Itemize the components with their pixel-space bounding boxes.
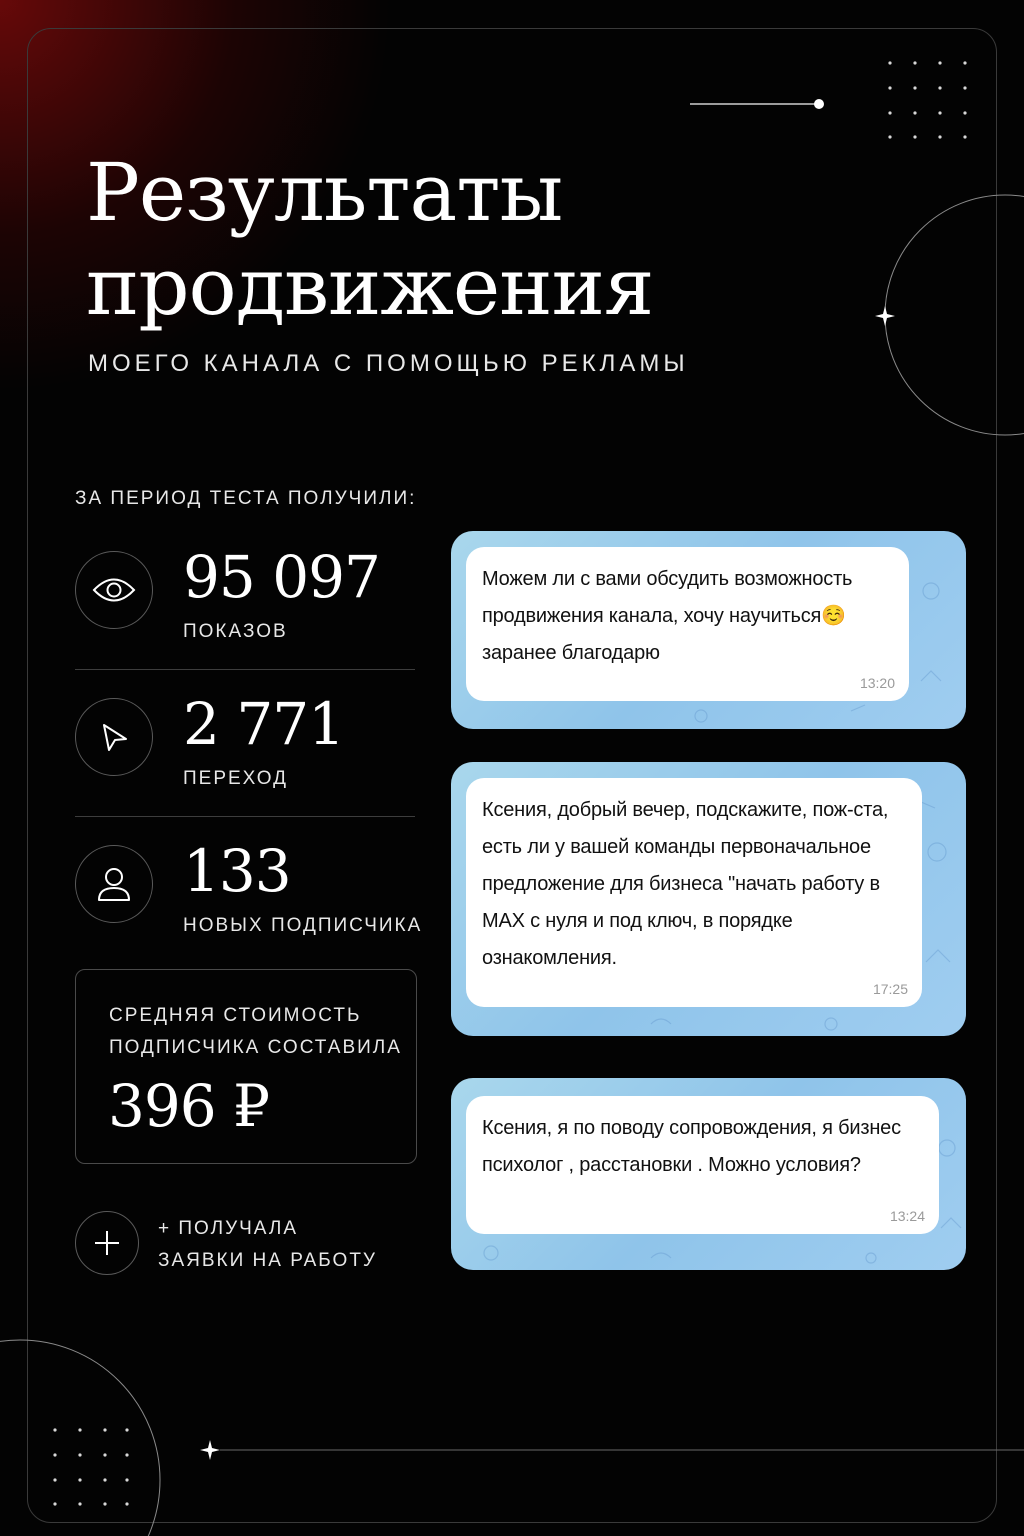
eye-icon bbox=[75, 551, 153, 629]
decorative-line-bottom bbox=[196, 1436, 1024, 1466]
arc-circle-right bbox=[860, 180, 1024, 450]
title-line-2: продвижения bbox=[86, 240, 654, 333]
message-text: Ксения, добрый вечер, подскажите, пож-ста, есть ли у вашей команды первоначальное предложение для бизнеса "начать работу в MAX с нуля и под ключ, в порядке ознакомления. bbox=[482, 799, 889, 969]
extra-line-1: + ПОЛУЧАЛА bbox=[158, 1218, 299, 1239]
decorative-line-top bbox=[688, 96, 828, 112]
plus-icon bbox=[75, 1211, 139, 1275]
stat-label: ПЕРЕХОД bbox=[183, 768, 288, 789]
stat-value: 95 097 bbox=[183, 543, 380, 611]
divider bbox=[75, 669, 415, 670]
extra-line-2: ЗАЯВКИ НА РАБОТУ bbox=[158, 1250, 378, 1271]
message-bubble bbox=[466, 547, 909, 701]
cost-label-line-2: ПОДПИСЧИКА СОСТАВИЛА bbox=[109, 1037, 402, 1058]
message-text: Можем ли с вами обсудить возможность продвижения канала, хочу научиться☺️ заранее благодарю bbox=[482, 568, 853, 664]
subtitle: МОЕГО КАНАЛА С ПОМОЩЬЮ РЕКЛАМЫ bbox=[88, 350, 689, 377]
chat-screenshot bbox=[451, 531, 966, 729]
stat-value: 133 bbox=[183, 837, 291, 905]
message-time: 13:24 bbox=[889, 1208, 925, 1224]
divider bbox=[75, 816, 415, 817]
message-time: 13:20 bbox=[859, 675, 895, 691]
message-bubble bbox=[466, 778, 922, 1007]
user-icon bbox=[75, 845, 153, 923]
cost-box bbox=[75, 969, 417, 1164]
message-bubble bbox=[466, 1096, 939, 1234]
stat-label: ПОКАЗОВ bbox=[183, 621, 288, 642]
message-text: Ксения, я по поводу сопровождения, я бизнес психолог , расстановки . Можно условия? bbox=[482, 1117, 901, 1176]
chat-screenshot bbox=[451, 762, 966, 1036]
dots-grid-bottom bbox=[45, 1420, 145, 1515]
period-label: ЗА ПЕРИОД ТЕСТА ПОЛУЧИЛИ: bbox=[75, 488, 417, 509]
message-time: 17:25 bbox=[872, 981, 908, 997]
page-title bbox=[86, 146, 653, 334]
extra-note-text bbox=[158, 1213, 377, 1277]
dots-grid-top bbox=[880, 55, 980, 147]
stat-value: 2 771 bbox=[183, 690, 345, 758]
cost-label bbox=[109, 1000, 402, 1064]
title-line-1: Результаты bbox=[86, 146, 563, 239]
cost-label-line-1: СРЕДНЯЯ СТОИМОСТЬ bbox=[109, 1005, 362, 1026]
cost-value: 396 ₽ bbox=[108, 1072, 270, 1140]
stat-label: НОВЫХ ПОДПИСЧИКА bbox=[183, 915, 423, 936]
cursor-icon bbox=[75, 698, 153, 776]
chat-screenshot bbox=[451, 1078, 966, 1270]
